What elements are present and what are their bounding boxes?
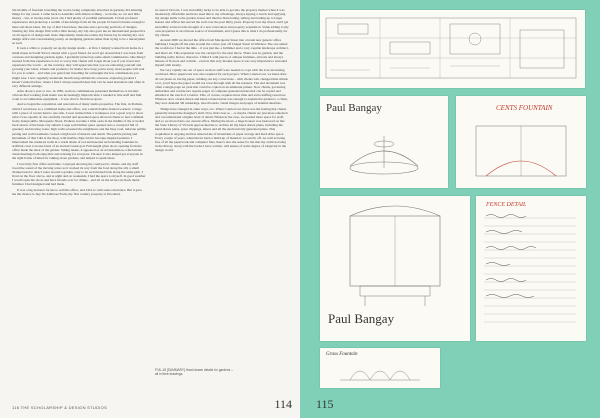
paragraph: After about a year or two, in 1985, as more commissions presented themselves, it became obvious that working from home was increasingly impracticable. I needed to hire staff and find room to accommodate equipment – it was vital to find more space. (12, 88, 142, 102)
letterhead-sketch-1 (320, 96, 448, 188)
paragraph: in central Victoria. I was incredibly lucky to be able to get into the property market when it was moderately affordable and have used this to my advantage, always buying a wreck and applying my design skills to the garden, house and interior. Renovating, selling and trading up to larger houses and offices has served me well over the past thirty years. Property is in my blood, and I get incredibly excited at the thought of a new renovation and property acquisition. Value adding to my own properties is an obvious source of investment, and I guess this is what I do professionally for my clients. (155, 8, 289, 37)
paragraph: Things have changed in other ways, too. When I started out, there was the feeling that clients generally trusted the designer's skill. Now, that's less so – or maybe clients are just more educated and can understand a higher level of detail. Whatever the case, we needed more space for staff, and so we moved into our current office. During the move, a huge honour was bestowed on me: the State Library of Victoria approached me to archive all my hand-drawn plans, including the hand-drawn plans, press clippings, letters and all the electronically generated plans. This acquisition is ongoing and has relieved me of mountains of paper storage and hard-drive space. Every couple of years, when there's been a build-up of material, we send it off. As well as being free of all the paperwork and computer files, there's also the sense for me that my archives being in the library, along with the books I have written, will ensure of some degree of longevity in the design world. (155, 106, 288, 153)
paragraph: We very rapidly ran out of space as more staff were needed to cope with the ever-increasing workload. More paperwork was also required for each project. When I started out, we hand-drew all our plans on tracing paper, rubbing out any corrections – with clients who changed their minds a lot, you'd hope the paper would not wear through with all the erasures. The end document was often a single-page A1 plan that could be copied on an ammonia printer. Now clients, governing authorities and contractors require pages of computer-generated plans that can be copied and emailed at the touch of a button. This, of course, requires more time and extra staffing resources. Whereas once a hand-drawn and hand-coloured plan was enough to explain the garden to a client, they now demand 3D renderings, mood boards, visual images and pages of detailed sketches. (155, 68, 288, 106)
text-column-2 (155, 8, 289, 153)
grass-drawing (320, 348, 440, 388)
fountain-detail-drawing (456, 96, 586, 188)
paragraph: Six months of freedom travelling the world, being completely absorbed in gardens, did amazing things for my career. I came back to Australia with almost nothing – no home, no car and little money – but, at twenty-nine years old, I had plenty of youthful enthusiasm. I'd had profound experiences and picked up a wealth of knowledge from all the people I'd been fortunate enough to meet and share ideas. On top of that I had ideas, theories and a growing portfolio of designs. Starting my first design firm with a little money, my trip also gave me an international perspective on all aspects of design and, more importantly, made me realise my future lay in starting my own design office and concentrating purely on designing gardens rather than trying to be a nurseryman as well. (12, 8, 146, 46)
figure-caption: P16–18 [SUMMARY] Hand-drawn details for gardens – all in their drawings. (155, 368, 233, 376)
text-column-1 (12, 8, 146, 197)
paragraph: Around 2000 we moved the office from Macquarie Street into a brand new generic office building I bought off the plan around the corner, just off Chapel Street in Windsor. The one suited the workforce I had at the time – it was just me, a fulltimer and a very capable landscape architect, and that's all. This expansion was the catalyst for the next move. There was no garden, and the building really had no character. I filled it with pieces of antique furniture, artwork and always masses of flowers and orchids – even in this very modest space it was very important to surround myself with beauty. (155, 38, 289, 68)
sketch-title: FENCE DETAIL (486, 202, 527, 208)
fountain-detail-sketch (456, 96, 586, 188)
letterhead-sketch-2 (320, 196, 470, 341)
paragraph: It took a while to properly set up my design studio – at first, I simply worked from home in a small house in South Yarra I shared with a good friend. As word got around that I was back from overseas and designing gardens again, I gradually picked up some small commissions. One thing I learned from this experience is not to worry that clients will forget about you if you travel and experience the world – on the contrary, they will appreciate that you are educating yourself and growing your ideas. Clients and products; for matter how long you're away, most people will wait for you to return – and what you gain from travelling far outweighs the few commissions you might lose. I now regularly undertake month-long sabbaticals overseas, exploring gardens I haven't visited before, where I find I always unearth ideas that can be used elsewhere and often in very different settings. (12, 46, 146, 88)
sketch-title: CENTS FOUNTAIN (496, 104, 553, 112)
paragraph: I loved my first office and home. I enjoyed showing the courtyard to clients, and my staff loved the sound of the moving water as it worked its way from the food along the sill, a small channel used to direct water around a garden, only to be recirculated back along the same path. I lived on the floor above, and at night and on weekends, I had the space to myself. In good weather I would open the doors and have friends over for drinks – and all on the terrace in black metal furniture I had designed and had made. (12, 161, 146, 187)
sketch-label: Grass Fountain (326, 352, 358, 357)
running-footer: 116 THE SCHOLARSHIP & DESIGN STUDIOS (12, 405, 108, 410)
site-plan-drawing (320, 10, 585, 88)
paragraph: It was a big decision for me to sell this office, and I did so with some reluctance. But it gave me the chance to buy Sir Ambrose Farm, my first country property at Woodend, (12, 187, 142, 196)
letterhead-name: Paul Bangay (328, 311, 395, 326)
notes-lines (476, 196, 586, 341)
page-number-left: 114 (274, 397, 292, 411)
site-plan-sketch (320, 10, 585, 88)
letterhead-name: Paul Bangay (326, 102, 382, 114)
fountain-drawing (320, 96, 448, 188)
grass-fountain-sketch (320, 348, 440, 388)
right-page (300, 0, 600, 418)
paragraph: And so began the acquisition and renovation of many studio properties. The first, in Prahran, which I would use as a combined home and office, was a small double-fronted workers' cottage with a piece of vacant land to one side. I soon realised that a workspace was a great way to show what I was capable of, the carefully curated and presented space allowed clients to feel confident in my design skills. Macquarie Street, Prahran, became a little oasis in the middle of the crowded back streets of the inner-city suburb. Large solid timber gates opened onto a courtyard full of greenery and moving water, high walls screened the neighbours and the busy road, intricate pebble paving and wall treatments created a high level of interest and detail. The pebble paving and movement of that I did at the shop, with marble chips laid in baroque-inspired patterns. I limewashed the rendered walls in a warm shade of red and inserted recirculating fountains in artificial coral to house busts of an ancient Greek god. Full-height glass doors opening from the office made the most of the garden. Sitting inside, it appeared as an art installation, which made client meetings both enjoyable and relaxing for everyone. I'm sure it also helped get everyone in the right frame of mind for talking about gardens, and helped to spark ideas. (12, 102, 146, 161)
fence-detail-sketch (476, 196, 586, 341)
page-number-right: 115 (316, 397, 334, 411)
